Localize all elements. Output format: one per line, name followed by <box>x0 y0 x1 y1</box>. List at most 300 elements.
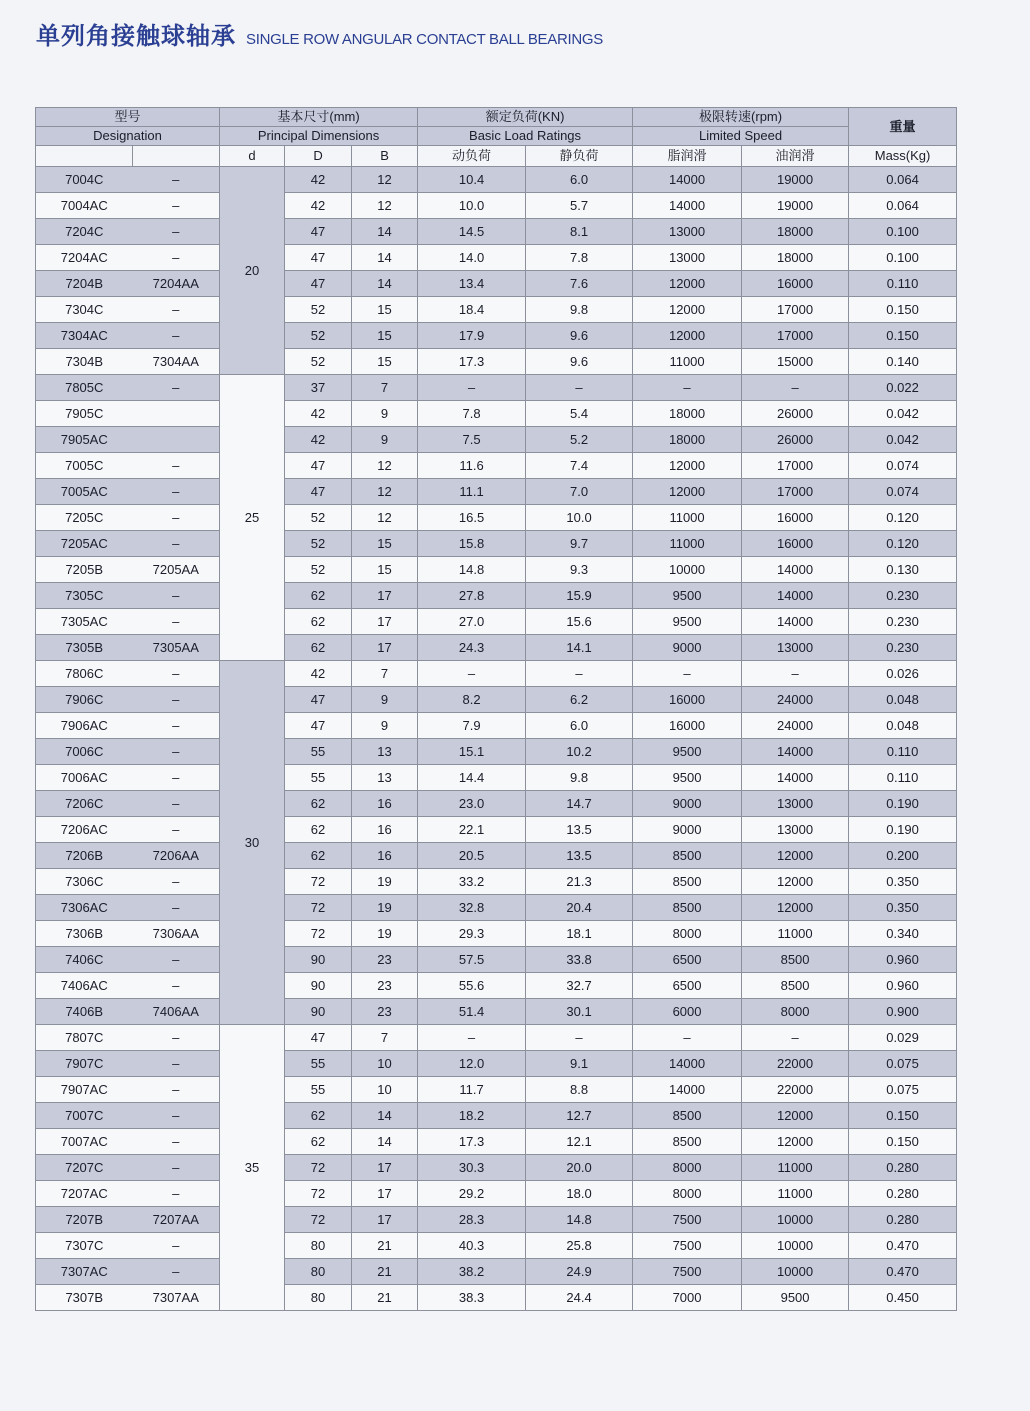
cell-dynamic-load: 13.4 <box>418 271 526 297</box>
cell-grease-speed: 14000 <box>633 193 742 219</box>
cell-outer-d: 47 <box>285 245 352 271</box>
cell-dynamic-load: 33.2 <box>418 869 526 895</box>
cell-width-b: 23 <box>352 973 418 999</box>
cell-designation-alt: 7305AA <box>133 635 220 661</box>
cell-oil-speed: 15000 <box>742 349 849 375</box>
cell-dynamic-load: 51.4 <box>418 999 526 1025</box>
table-row <box>36 375 957 401</box>
cell-oil-speed: 16000 <box>742 531 849 557</box>
cell-outer-d: 42 <box>285 401 352 427</box>
table-row <box>36 505 957 531</box>
cell-static-load: 15.9 <box>526 583 633 609</box>
cell-grease-speed: 18000 <box>633 427 742 453</box>
cell-static-load: 10.2 <box>526 739 633 765</box>
cell-width-b: 17 <box>352 635 418 661</box>
table-row <box>36 531 957 557</box>
cell-grease-speed: 14000 <box>633 167 742 193</box>
cell-designation-alt: – <box>133 791 220 817</box>
cell-oil-speed: 13000 <box>742 791 849 817</box>
cell-designation: 7306B <box>36 921 133 947</box>
table-row <box>36 323 957 349</box>
cell-static-load: 8.1 <box>526 219 633 245</box>
cell-grease-speed: 16000 <box>633 687 742 713</box>
cell-width-b: 13 <box>352 765 418 791</box>
bearing-table-container <box>35 107 956 1311</box>
cell-width-b: 23 <box>352 999 418 1025</box>
cell-designation-alt: – <box>133 297 220 323</box>
cell-designation: 7304B <box>36 349 133 375</box>
cell-designation: 7307C <box>36 1233 133 1259</box>
cell-static-load: 30.1 <box>526 999 633 1025</box>
cell-dynamic-load: 40.3 <box>418 1233 526 1259</box>
cell-width-b: 15 <box>352 557 418 583</box>
cell-static-load: 7.8 <box>526 245 633 271</box>
cell-static-load: 6.2 <box>526 687 633 713</box>
cell-oil-speed: 12000 <box>742 843 849 869</box>
table-row <box>36 869 957 895</box>
cell-width-b: 14 <box>352 1103 418 1129</box>
table-row <box>36 1051 957 1077</box>
cell-outer-d: 42 <box>285 167 352 193</box>
cell-outer-d: 47 <box>285 219 352 245</box>
cell-grease-speed: 8500 <box>633 869 742 895</box>
cell-static-load: 6.0 <box>526 167 633 193</box>
cell-width-b: 23 <box>352 947 418 973</box>
cell-grease-speed: 9000 <box>633 791 742 817</box>
cell-grease-speed: 9500 <box>633 583 742 609</box>
cell-designation: 7204B <box>36 271 133 297</box>
cell-designation: 7905C <box>36 401 133 427</box>
cell-oil-speed: – <box>742 375 849 401</box>
cell-designation: 7305AC <box>36 609 133 635</box>
table-row <box>36 921 957 947</box>
cell-static-load: 20.4 <box>526 895 633 921</box>
cell-grease-speed: – <box>633 1025 742 1051</box>
table-row <box>36 1103 957 1129</box>
cell-grease-speed: 6000 <box>633 999 742 1025</box>
cell-static-load: 18.1 <box>526 921 633 947</box>
cell-oil-speed: – <box>742 1025 849 1051</box>
cell-outer-d: 52 <box>285 505 352 531</box>
cell-grease-speed: 10000 <box>633 557 742 583</box>
cell-static-load: 5.7 <box>526 193 633 219</box>
cell-designation-alt <box>133 427 220 453</box>
cell-designation: 7006AC <box>36 765 133 791</box>
header-col-oil: 油润滑 <box>742 146 849 167</box>
cell-mass: 0.150 <box>849 297 957 323</box>
cell-static-load: 5.2 <box>526 427 633 453</box>
cell-outer-d: 72 <box>285 895 352 921</box>
cell-width-b: 10 <box>352 1051 418 1077</box>
cell-grease-speed: 8500 <box>633 895 742 921</box>
cell-grease-speed: 8000 <box>633 1155 742 1181</box>
cell-outer-d: 80 <box>285 1259 352 1285</box>
cell-outer-d: 52 <box>285 349 352 375</box>
cell-designation-alt: – <box>133 375 220 401</box>
header-load-en: Basic Load Ratings <box>418 127 633 146</box>
cell-designation: 7004C <box>36 167 133 193</box>
cell-oil-speed: 13000 <box>742 635 849 661</box>
cell-designation-alt: 7406AA <box>133 999 220 1025</box>
table-row <box>36 453 957 479</box>
cell-static-load: 9.8 <box>526 297 633 323</box>
cell-oil-speed: 14000 <box>742 557 849 583</box>
cell-oil-speed: 22000 <box>742 1077 849 1103</box>
cell-outer-d: 62 <box>285 817 352 843</box>
cell-designation-alt: – <box>133 505 220 531</box>
table-row <box>36 843 957 869</box>
cell-dynamic-load: 12.0 <box>418 1051 526 1077</box>
cell-oil-speed: 24000 <box>742 687 849 713</box>
cell-width-b: 14 <box>352 219 418 245</box>
cell-designation: 7206B <box>36 843 133 869</box>
cell-grease-speed: – <box>633 375 742 401</box>
cell-designation-alt: 7306AA <box>133 921 220 947</box>
cell-designation-alt: – <box>133 167 220 193</box>
cell-dynamic-load: 14.4 <box>418 765 526 791</box>
cell-outer-d: 72 <box>285 1181 352 1207</box>
cell-dynamic-load: 30.3 <box>418 1155 526 1181</box>
cell-designation-alt: – <box>133 1155 220 1181</box>
cell-mass: 0.280 <box>849 1155 957 1181</box>
cell-outer-d: 42 <box>285 661 352 687</box>
table-row <box>36 817 957 843</box>
cell-dynamic-load: 7.9 <box>418 713 526 739</box>
cell-designation: 7406AC <box>36 973 133 999</box>
cell-dynamic-load: 38.3 <box>418 1285 526 1311</box>
cell-dynamic-load: 11.7 <box>418 1077 526 1103</box>
table-row <box>36 479 957 505</box>
cell-grease-speed: 11000 <box>633 349 742 375</box>
cell-static-load: – <box>526 661 633 687</box>
cell-designation-alt: – <box>133 323 220 349</box>
cell-designation-alt <box>133 401 220 427</box>
cell-designation-alt: – <box>133 1051 220 1077</box>
cell-width-b: 9 <box>352 713 418 739</box>
cell-dynamic-load: – <box>418 1025 526 1051</box>
cell-designation-alt: 7207AA <box>133 1207 220 1233</box>
cell-outer-d: 47 <box>285 1025 352 1051</box>
cell-oil-speed: 12000 <box>742 1129 849 1155</box>
cell-designation-alt: – <box>133 1129 220 1155</box>
cell-oil-speed: 26000 <box>742 427 849 453</box>
cell-designation: 7205C <box>36 505 133 531</box>
cell-mass: 0.230 <box>849 609 957 635</box>
cell-static-load: 5.4 <box>526 401 633 427</box>
cell-width-b: 21 <box>352 1259 418 1285</box>
cell-mass: 0.130 <box>849 557 957 583</box>
cell-static-load: 7.6 <box>526 271 633 297</box>
cell-grease-speed: – <box>633 661 742 687</box>
cell-outer-d: 52 <box>285 557 352 583</box>
cell-designation-alt: – <box>133 1233 220 1259</box>
cell-width-b: 9 <box>352 401 418 427</box>
cell-mass: 0.350 <box>849 895 957 921</box>
cell-designation: 7007AC <box>36 1129 133 1155</box>
cell-mass: 0.042 <box>849 427 957 453</box>
table-row <box>36 661 957 687</box>
cell-width-b: 10 <box>352 1077 418 1103</box>
cell-outer-d: 62 <box>285 1129 352 1155</box>
cell-dynamic-load: 10.4 <box>418 167 526 193</box>
table-row <box>36 427 957 453</box>
cell-designation: 7805C <box>36 375 133 401</box>
cell-outer-d: 90 <box>285 973 352 999</box>
bearing-table <box>35 107 957 1311</box>
cell-bore-d: 20 <box>220 167 285 375</box>
cell-designation: 7205B <box>36 557 133 583</box>
cell-designation: 7806C <box>36 661 133 687</box>
cell-mass: 0.120 <box>849 531 957 557</box>
cell-dynamic-load: 32.8 <box>418 895 526 921</box>
cell-outer-d: 72 <box>285 921 352 947</box>
cell-oil-speed: 10000 <box>742 1233 849 1259</box>
header-col-dynamic: 动负荷 <box>418 146 526 167</box>
header-designation-cn: 型号 <box>36 108 220 127</box>
cell-grease-speed: 7500 <box>633 1259 742 1285</box>
cell-mass: 0.074 <box>849 453 957 479</box>
cell-outer-d: 47 <box>285 687 352 713</box>
cell-grease-speed: 14000 <box>633 1077 742 1103</box>
cell-grease-speed: 13000 <box>633 245 742 271</box>
cell-width-b: 12 <box>352 453 418 479</box>
cell-designation-alt: – <box>133 947 220 973</box>
cell-designation-alt: – <box>133 583 220 609</box>
cell-grease-speed: 18000 <box>633 401 742 427</box>
cell-designation-alt: – <box>133 973 220 999</box>
cell-oil-speed: 19000 <box>742 167 849 193</box>
cell-width-b: 16 <box>352 843 418 869</box>
cell-dynamic-load: 7.8 <box>418 401 526 427</box>
cell-oil-speed: 8500 <box>742 947 849 973</box>
cell-mass: 0.280 <box>849 1181 957 1207</box>
cell-designation-alt: – <box>133 817 220 843</box>
cell-static-load: 9.1 <box>526 1051 633 1077</box>
cell-mass: 0.075 <box>849 1051 957 1077</box>
cell-width-b: 15 <box>352 297 418 323</box>
table-row <box>36 791 957 817</box>
cell-outer-d: 72 <box>285 1207 352 1233</box>
cell-width-b: 19 <box>352 895 418 921</box>
table-row <box>36 1207 957 1233</box>
cell-mass: 0.190 <box>849 817 957 843</box>
cell-outer-d: 55 <box>285 1051 352 1077</box>
cell-static-load: 8.8 <box>526 1077 633 1103</box>
cell-designation-alt: – <box>133 869 220 895</box>
cell-static-load: 15.6 <box>526 609 633 635</box>
table-row <box>36 245 957 271</box>
cell-outer-d: 52 <box>285 531 352 557</box>
cell-grease-speed: 6500 <box>633 973 742 999</box>
cell-static-load: 10.0 <box>526 505 633 531</box>
table-row <box>36 1025 957 1051</box>
cell-dynamic-load: 8.2 <box>418 687 526 713</box>
cell-outer-d: 62 <box>285 609 352 635</box>
cell-mass: 0.230 <box>849 635 957 661</box>
cell-oil-speed: 11000 <box>742 921 849 947</box>
cell-designation: 7907C <box>36 1051 133 1077</box>
table-row <box>36 765 957 791</box>
cell-width-b: 19 <box>352 869 418 895</box>
cell-grease-speed: 9500 <box>633 739 742 765</box>
cell-oil-speed: 17000 <box>742 479 849 505</box>
cell-designation: 7907AC <box>36 1077 133 1103</box>
cell-oil-speed: 14000 <box>742 739 849 765</box>
cell-designation-alt: – <box>133 219 220 245</box>
cell-dynamic-load: 7.5 <box>418 427 526 453</box>
table-row <box>36 999 957 1025</box>
cell-dynamic-load: 27.0 <box>418 609 526 635</box>
cell-mass: 0.048 <box>849 713 957 739</box>
header-col-b: B <box>352 146 418 167</box>
cell-grease-speed: 11000 <box>633 531 742 557</box>
cell-mass: 0.110 <box>849 765 957 791</box>
cell-oil-speed: – <box>742 661 849 687</box>
cell-mass: 0.048 <box>849 687 957 713</box>
cell-designation-alt: – <box>133 687 220 713</box>
cell-outer-d: 47 <box>285 271 352 297</box>
table-row <box>36 193 957 219</box>
cell-designation-alt: – <box>133 609 220 635</box>
cell-mass: 0.150 <box>849 1129 957 1155</box>
cell-designation-alt: – <box>133 1181 220 1207</box>
cell-oil-speed: 12000 <box>742 869 849 895</box>
cell-designation: 7005C <box>36 453 133 479</box>
cell-dynamic-load: 28.3 <box>418 1207 526 1233</box>
table-row <box>36 1129 957 1155</box>
cell-designation: 7304C <box>36 297 133 323</box>
cell-dynamic-load: 18.4 <box>418 297 526 323</box>
cell-designation: 7207AC <box>36 1181 133 1207</box>
cell-outer-d: 55 <box>285 765 352 791</box>
cell-static-load: – <box>526 1025 633 1051</box>
cell-grease-speed: 9000 <box>633 817 742 843</box>
cell-designation: 7007C <box>36 1103 133 1129</box>
cell-designation: 7305C <box>36 583 133 609</box>
cell-dynamic-load: 15.8 <box>418 531 526 557</box>
header-mass-cn: 重量 <box>849 108 957 146</box>
cell-designation-alt: 7206AA <box>133 843 220 869</box>
cell-outer-d: 52 <box>285 297 352 323</box>
table-row <box>36 973 957 999</box>
cell-outer-d: 90 <box>285 947 352 973</box>
cell-width-b: 7 <box>352 1025 418 1051</box>
cell-designation: 7406C <box>36 947 133 973</box>
title-en: SINGLE ROW ANGULAR CONTACT BALL BEARINGS <box>246 31 603 48</box>
cell-grease-speed: 8500 <box>633 1129 742 1155</box>
cell-static-load: 13.5 <box>526 817 633 843</box>
cell-mass: 0.075 <box>849 1077 957 1103</box>
cell-designation-alt: – <box>133 1077 220 1103</box>
cell-designation-alt: – <box>133 531 220 557</box>
header-load-cn: 额定负荷(KN) <box>418 108 633 127</box>
cell-mass: 0.140 <box>849 349 957 375</box>
cell-designation: 7005AC <box>36 479 133 505</box>
table-row <box>36 167 957 193</box>
cell-width-b: 15 <box>352 349 418 375</box>
cell-oil-speed: 18000 <box>742 219 849 245</box>
cell-dynamic-load: 18.2 <box>418 1103 526 1129</box>
table-row <box>36 713 957 739</box>
cell-oil-speed: 9500 <box>742 1285 849 1311</box>
cell-width-b: 16 <box>352 817 418 843</box>
cell-mass: 0.900 <box>849 999 957 1025</box>
cell-designation-alt: 7304AA <box>133 349 220 375</box>
cell-mass: 0.100 <box>849 245 957 271</box>
cell-outer-d: 47 <box>285 479 352 505</box>
cell-designation-alt: – <box>133 193 220 219</box>
cell-mass: 0.470 <box>849 1259 957 1285</box>
cell-static-load: 20.0 <box>526 1155 633 1181</box>
cell-static-load: 6.0 <box>526 713 633 739</box>
cell-outer-d: 80 <box>285 1285 352 1311</box>
cell-designation-alt: – <box>133 713 220 739</box>
cell-oil-speed: 12000 <box>742 895 849 921</box>
cell-designation-alt: – <box>133 453 220 479</box>
cell-mass: 0.026 <box>849 661 957 687</box>
table-row <box>36 687 957 713</box>
cell-dynamic-load: 17.3 <box>418 349 526 375</box>
cell-grease-speed: 8000 <box>633 1181 742 1207</box>
cell-mass: 0.120 <box>849 505 957 531</box>
cell-grease-speed: 7500 <box>633 1207 742 1233</box>
cell-designation-alt: – <box>133 479 220 505</box>
cell-width-b: 7 <box>352 375 418 401</box>
table-row <box>36 947 957 973</box>
cell-width-b: 17 <box>352 583 418 609</box>
header-blank <box>36 146 133 167</box>
cell-grease-speed: 13000 <box>633 219 742 245</box>
header-dims-cn: 基本尺寸(mm) <box>220 108 418 127</box>
page-title <box>36 16 603 51</box>
cell-mass: 0.074 <box>849 479 957 505</box>
header-col-d: d <box>220 146 285 167</box>
cell-width-b: 21 <box>352 1285 418 1311</box>
cell-outer-d: 62 <box>285 635 352 661</box>
cell-oil-speed: 18000 <box>742 245 849 271</box>
header-dims-en: Principal Dimensions <box>220 127 418 146</box>
cell-designation-alt: – <box>133 245 220 271</box>
cell-width-b: 13 <box>352 739 418 765</box>
cell-width-b: 17 <box>352 1207 418 1233</box>
cell-designation: 7807C <box>36 1025 133 1051</box>
cell-oil-speed: 8000 <box>742 999 849 1025</box>
cell-static-load: 7.4 <box>526 453 633 479</box>
cell-mass: 0.110 <box>849 739 957 765</box>
cell-designation: 7306C <box>36 869 133 895</box>
cell-grease-speed: 8500 <box>633 1103 742 1129</box>
cell-width-b: 15 <box>352 323 418 349</box>
cell-dynamic-load: 23.0 <box>418 791 526 817</box>
cell-designation: 7205AC <box>36 531 133 557</box>
cell-mass: 0.100 <box>849 219 957 245</box>
cell-grease-speed: 12000 <box>633 297 742 323</box>
cell-grease-speed: 12000 <box>633 323 742 349</box>
cell-mass: 0.110 <box>849 271 957 297</box>
table-row <box>36 1233 957 1259</box>
cell-static-load: 24.4 <box>526 1285 633 1311</box>
table-row <box>36 297 957 323</box>
cell-static-load: 9.3 <box>526 557 633 583</box>
cell-mass: 0.230 <box>849 583 957 609</box>
cell-bore-d: 35 <box>220 1025 285 1311</box>
cell-width-b: 12 <box>352 193 418 219</box>
cell-oil-speed: 11000 <box>742 1181 849 1207</box>
cell-width-b: 12 <box>352 505 418 531</box>
cell-static-load: – <box>526 375 633 401</box>
cell-static-load: 18.0 <box>526 1181 633 1207</box>
cell-outer-d: 62 <box>285 583 352 609</box>
